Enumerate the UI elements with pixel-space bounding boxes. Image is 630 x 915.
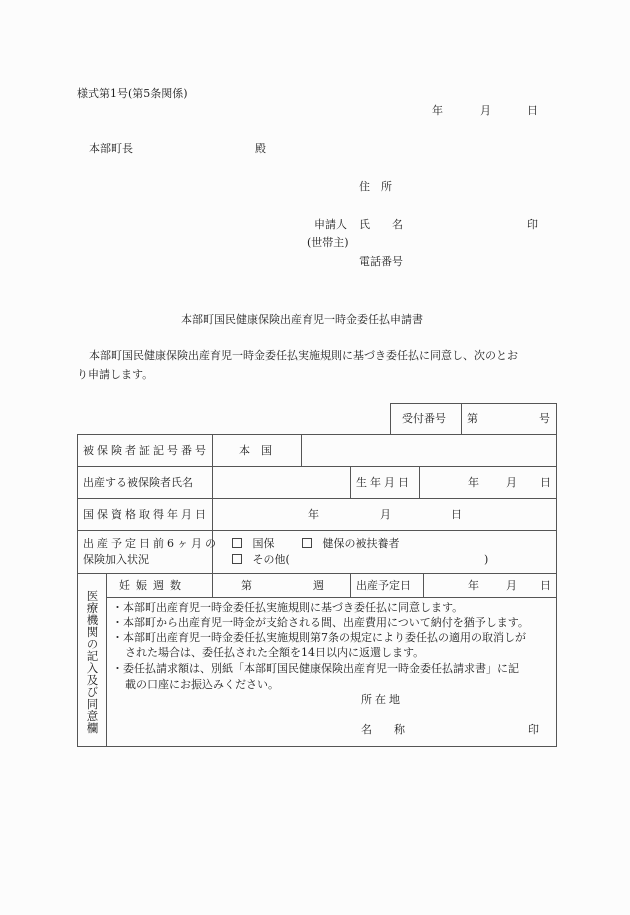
name-label: 氏 名 [359,218,403,231]
qual-day: 日 [451,508,462,521]
due-day: 日 [540,579,551,592]
option-kokuho[interactable] [232,538,275,549]
option-kenpo[interactable] [302,538,400,549]
intro-line-2: り申請します。 [77,368,154,381]
mother-name-input[interactable] [213,467,350,498]
document-title: 本部町国民健康保険出産育児一時金委任払申請書 [181,313,423,326]
option-other[interactable] [232,554,290,565]
receipt-suffix: 号 [539,412,550,425]
insurance-status-label-1: 出産予定日前6ヶ月の [83,537,219,550]
checkbox-kenpo[interactable] [302,538,312,548]
consent-item-4: ・委任払請求額は、別紙「本部町国民健康保険出産育児一時金委任払請求書」に記 [112,662,519,675]
applicant-label: 申請人 [314,218,347,231]
qual-year: 年 [308,508,319,521]
weeks-prefix: 第 [241,579,252,592]
honorific: 殿 [255,142,266,155]
insured-id-prefix: 本 国 [239,444,272,457]
address-label: 住 所 [359,180,392,193]
checkbox-kokuho[interactable] [232,538,242,548]
mother-name-label: 出産する被保険者氏名 [83,476,193,489]
due-date-label: 出産予定日 [356,579,411,592]
birthdate-day: 日 [540,476,551,489]
receipt-label: 受付番号 [402,412,446,425]
due-month: 月 [506,579,517,592]
form-number: 様式第1号(第5条関係) [77,87,188,100]
qualification-label: 国保資格取得年月日 [83,508,209,521]
medical-section-label: 医療機関の記入及び同意欄 [85,590,100,734]
insured-id-label: 被保険者証記号番号 [83,444,209,457]
facility-name-label: 名 称 [361,723,405,736]
facility-seal: 印 [528,723,539,736]
receipt-prefix: 第 [467,412,478,425]
option-kenpo-label: 健保の被扶養者 [322,537,400,550]
date-year-label: 年 [432,104,443,117]
location-label: 所在地 [361,693,403,706]
date-month-label: 月 [480,104,491,117]
option-other-close: ) [484,553,489,566]
intro-line-1: 本部町国民健康保険出産育児一時金委任払実施規則に基づき委任払に同意し、次のとお [89,349,518,362]
consent-item-3: ・本部町出産育児一時金委任払実施規則第7条の規定により委任払の適用の取消しが [112,631,526,644]
phone-label: 電話番号 [359,255,403,268]
checkbox-other[interactable] [232,554,242,564]
birthdate-year: 年 [468,476,479,489]
addressee: 本部町長 [89,142,133,155]
seal-mark: 印 [527,218,538,231]
consent-item-1: ・本部町出産育児一時金委任払実施規則に基づき委任払に同意します。 [112,601,464,614]
insured-id-input[interactable] [302,435,556,466]
option-kokuho-label: 国保 [252,537,275,550]
consent-item-3-cont: された場合は、委任払された全額を14日以内に返還します。 [125,646,425,659]
consent-item-4-cont: 載の口座にお振込みください。 [125,678,279,691]
weeks-suffix: 週 [313,579,324,592]
householder-label: (世帯主) [307,236,349,249]
birthdate-label: 生年月日 [356,476,412,489]
option-other-label: その他( [252,553,290,566]
due-year: 年 [468,579,479,592]
birthdate-month: 月 [506,476,517,489]
pregnancy-weeks-label: 妊娠週数 [119,579,187,592]
insurance-status-label-2: 保険加入状況 [83,553,149,566]
date-day-label: 日 [527,104,538,117]
consent-item-2: ・本部町から出産育児一時金が支給される間、出産費用について納付を猶予します。 [112,616,529,629]
qual-month: 月 [380,508,391,521]
